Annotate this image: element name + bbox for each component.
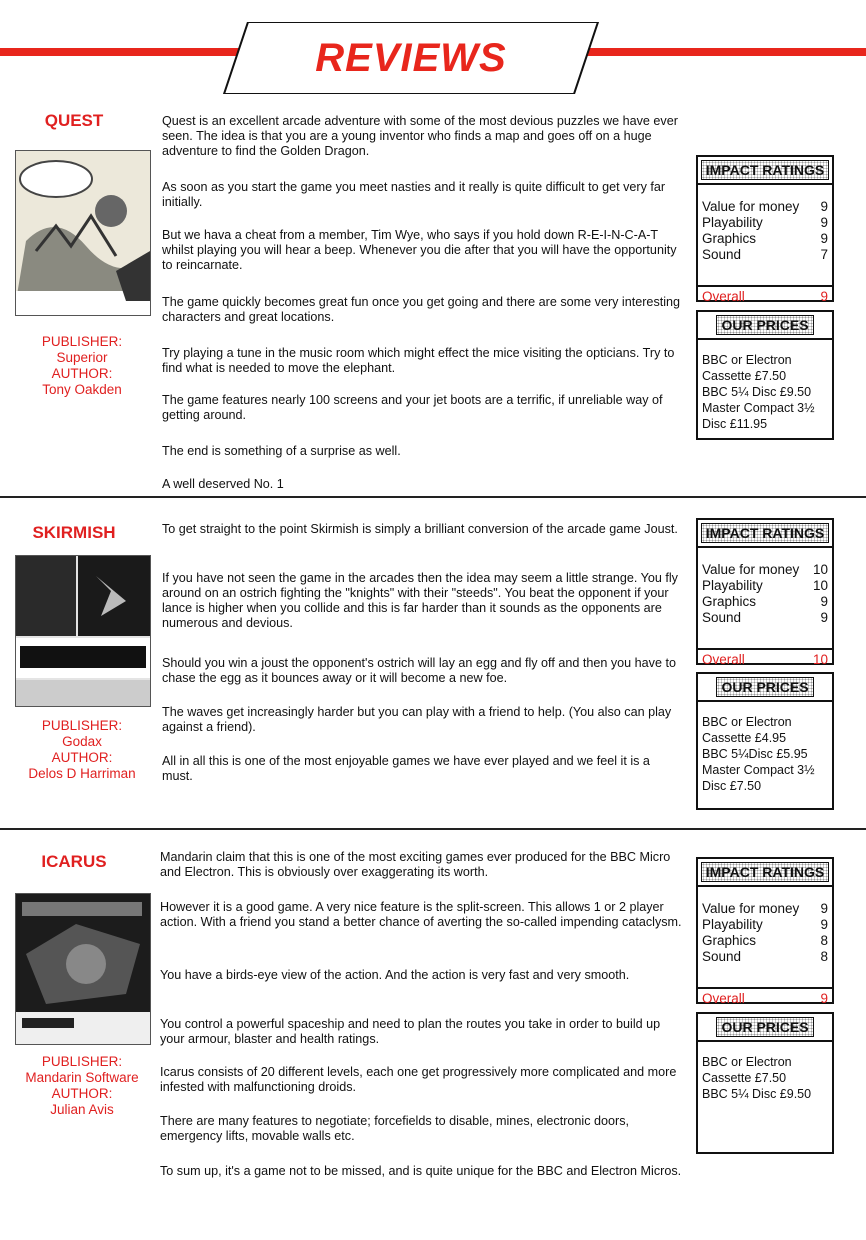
overall-label: Overall (702, 652, 745, 667)
prices-header (698, 674, 832, 702)
article-paragraph: You control a powerful spaceship and need to plan the routes you take in order to build up your armour, blaster and health ratings. (160, 1017, 661, 1046)
review-title-quest: QUEST (44, 111, 104, 130)
ratings-list (698, 185, 832, 285)
rating-score: 8 (820, 949, 828, 964)
rating-score: 9 (820, 231, 828, 246)
ratings-title: IMPACT RATINGS (701, 862, 829, 882)
section-divider (0, 828, 866, 830)
rating-row (698, 231, 832, 247)
rating-label: Graphics (702, 933, 757, 948)
price-line: Disc £11.95 (702, 417, 768, 431)
article-paragraph: A well deserved No. 1 (162, 477, 284, 491)
rating-row (698, 917, 832, 933)
rating-row (698, 199, 832, 215)
article-paragraph: If you have not seen the game in the arcades then the idea may seem a little strange. You fly around on an ostrich fighting the "knights" with their "steeds". You beat the opponent if your lance is higher when you collide and this is far harder than it sounds as the opponents are numerous and devious. (162, 571, 678, 630)
rating-score: 9 (820, 215, 828, 230)
quest-impact-ratings (696, 155, 834, 302)
article-paragraph: The end is something of a surprise as well. (162, 444, 401, 458)
author-name: Tony Oakden (42, 382, 122, 397)
quest-cover-art (16, 151, 150, 315)
price-line: BBC 5¼ Disc £9.50 (702, 385, 812, 399)
skirmish-cover-image (15, 555, 151, 707)
rating-label: Graphics (702, 231, 757, 246)
review-title-icarus: ICARUS (41, 852, 107, 871)
rating-score: 9 (820, 610, 828, 625)
rating-row (698, 610, 832, 626)
prices-title: OUR PRICES (716, 315, 813, 335)
price-line: BBC or Electron (702, 1055, 792, 1069)
rating-score: 9 (820, 199, 828, 214)
ratings-header (698, 520, 832, 548)
ratings-list (698, 887, 832, 987)
review-title-skirmish: SKIRMISH (32, 523, 116, 542)
prices-list (698, 702, 832, 794)
quest-credits (12, 334, 152, 398)
price-line: Master Compact 3½ (702, 401, 815, 415)
rating-label: Playability (702, 578, 763, 593)
article-paragraph: Quest is an excellent arcade adventure with some of the most devious puzzles we have ever seen. The idea is that you are a young inventor who finds a map and goes off on a huge adventure to find the Golden Dragon. (162, 114, 678, 158)
overall-score: 9 (820, 289, 828, 304)
ratings-title: IMPACT RATINGS (701, 523, 829, 543)
price-line: BBC 5¼ Disc £9.50 (702, 1087, 812, 1101)
rating-row (698, 215, 832, 231)
price-line: Disc £7.50 (702, 779, 762, 793)
rating-row (698, 901, 832, 917)
icarus-credits (12, 1054, 152, 1118)
rating-label: Value for money (702, 562, 800, 577)
rating-label: Playability (702, 215, 763, 230)
skirmish-cover-art (16, 556, 150, 706)
rating-label: Graphics (702, 594, 757, 609)
rating-label: Value for money (702, 901, 800, 916)
article-paragraph: Try playing a tune in the music room which might effect the mice visiting the opticians. Try to find what is needed to move the elephant. (162, 346, 675, 375)
publisher-name: Superior (56, 350, 108, 365)
rating-score: 9 (820, 901, 828, 916)
ratings-header (698, 859, 832, 887)
overall-row (698, 285, 832, 307)
header-rule-left (0, 48, 240, 56)
rating-score: 7 (820, 247, 828, 262)
article-paragraph: The game features nearly 100 screens and your jet boots are a terrific, if unreliable way of getting around. (162, 393, 663, 422)
article-paragraph: But we hava a cheat from a member, Tim Wye, who says if you hold down R-E-I-N-C-A-T whilst playing you will hear a beep. Whenever you die after that you will have the opportunity to reincarnate. (162, 228, 677, 272)
article-paragraph: The game quickly becomes great fun once you get going and there are some very interesting characters and great locations. (162, 295, 681, 324)
icarus-our-prices (696, 1012, 834, 1154)
icarus-impact-ratings (696, 857, 834, 1004)
rating-row (698, 578, 832, 594)
article-paragraph: Mandarin claim that this is one of the most exciting games ever produced for the BBC Micro and Electron. This is obviously over exaggerating its worth. (160, 850, 671, 879)
rating-score: 8 (820, 933, 828, 948)
publisher-label: PUBLISHER: (41, 1054, 123, 1069)
price-line: Cassette £7.50 (702, 369, 787, 383)
page-title: REVIEWS (315, 35, 507, 80)
header-rule-right (585, 48, 866, 56)
article-paragraph: To sum up, it's a game not to be missed, and is quite unique for the BBC and Electron Micros. (160, 1164, 682, 1178)
prices-list (698, 340, 832, 432)
rating-row (698, 933, 832, 949)
quest-cover-image (15, 150, 151, 316)
quest-our-prices (696, 310, 834, 440)
rating-label: Sound (702, 949, 742, 964)
rating-label: Value for money (702, 199, 800, 214)
author-label: AUTHOR: (51, 366, 113, 381)
publisher-name: Godax (62, 734, 102, 749)
prices-list (698, 1042, 832, 1102)
overall-score: 9 (820, 991, 828, 1006)
rating-score: 10 (812, 578, 828, 593)
rating-label: Playability (702, 917, 763, 932)
overall-row (698, 648, 832, 670)
prices-title: OUR PRICES (716, 677, 813, 697)
prices-title: OUR PRICES (716, 1017, 813, 1037)
author-name: Julian Avis (50, 1102, 114, 1117)
skirmish-credits (12, 718, 152, 782)
article-paragraph: There are many features to negotiate; forcefields to disable, mines, electronic doors, emergency lifts, movable walls etc. (160, 1114, 630, 1143)
price-line: Cassette £4.95 (702, 731, 787, 745)
rating-score: 10 (812, 562, 828, 577)
author-label: AUTHOR: (51, 1086, 113, 1101)
article-paragraph: All in all this is one of the most enjoyable games we have ever played and we feel it is a must. (162, 754, 650, 783)
author-label: AUTHOR: (51, 750, 113, 765)
rating-label: Sound (702, 610, 742, 625)
rating-score: 9 (820, 594, 828, 609)
article-paragraph: As soon as you start the game you meet nasties and it really is quite difficult to get very far initially. (162, 180, 666, 209)
section-divider (0, 496, 866, 498)
prices-header (698, 312, 832, 340)
rating-row (698, 247, 832, 263)
rating-row (698, 594, 832, 610)
rating-row (698, 949, 832, 965)
icarus-cover-image (15, 893, 151, 1045)
overall-row (698, 987, 832, 1009)
price-line: BBC or Electron (702, 715, 792, 729)
ratings-header (698, 157, 832, 185)
price-line: BBC 5¼Disc £5.95 (702, 747, 808, 761)
ratings-title: IMPACT RATINGS (701, 160, 829, 180)
article-paragraph: You have a birds-eye view of the action. And the action is very fast and very smooth. (160, 968, 630, 982)
price-line: BBC or Electron (702, 353, 792, 367)
article-paragraph: Icarus consists of 20 different levels, each one get progressively more complicated and more infested with malfunctioning droids. (160, 1065, 677, 1094)
rating-row (698, 562, 832, 578)
rating-score: 9 (820, 917, 828, 932)
rating-label: Sound (702, 247, 742, 262)
article-paragraph: However it is a good game. A very nice feature is the split-screen. This allows 1 or 2 player action. With a friend you stand a better chance of averting the so-called impending cataclysm. (160, 900, 682, 929)
price-line: Master Compact 3½ (702, 763, 815, 777)
title-banner (222, 22, 600, 94)
publisher-label: PUBLISHER: (41, 334, 123, 349)
article-paragraph: The waves get increasingly harder but you can play with a friend to help. (You also can play against a friend). (162, 705, 672, 734)
author-name: Delos D Harriman (28, 766, 136, 781)
publisher-label: PUBLISHER: (41, 718, 123, 733)
skirmish-our-prices (696, 672, 834, 810)
skirmish-impact-ratings (696, 518, 834, 665)
ratings-list (698, 548, 832, 648)
article-paragraph: Should you win a joust the opponent's ostrich will lay an egg and fly off and then you have to chase the egg as it bounces away or it will become a new foe. (162, 656, 676, 685)
overall-label: Overall (702, 991, 745, 1006)
article-paragraph: To get straight to the point Skirmish is simply a brilliant conversion of the arcade game Joust. (162, 522, 678, 536)
price-line: Cassette £7.50 (702, 1071, 787, 1085)
prices-header (698, 1014, 832, 1042)
overall-score: 10 (812, 652, 828, 667)
icarus-cover-art (16, 894, 150, 1044)
publisher-name: Mandarin Software (25, 1070, 139, 1085)
overall-label: Overall (702, 289, 745, 304)
